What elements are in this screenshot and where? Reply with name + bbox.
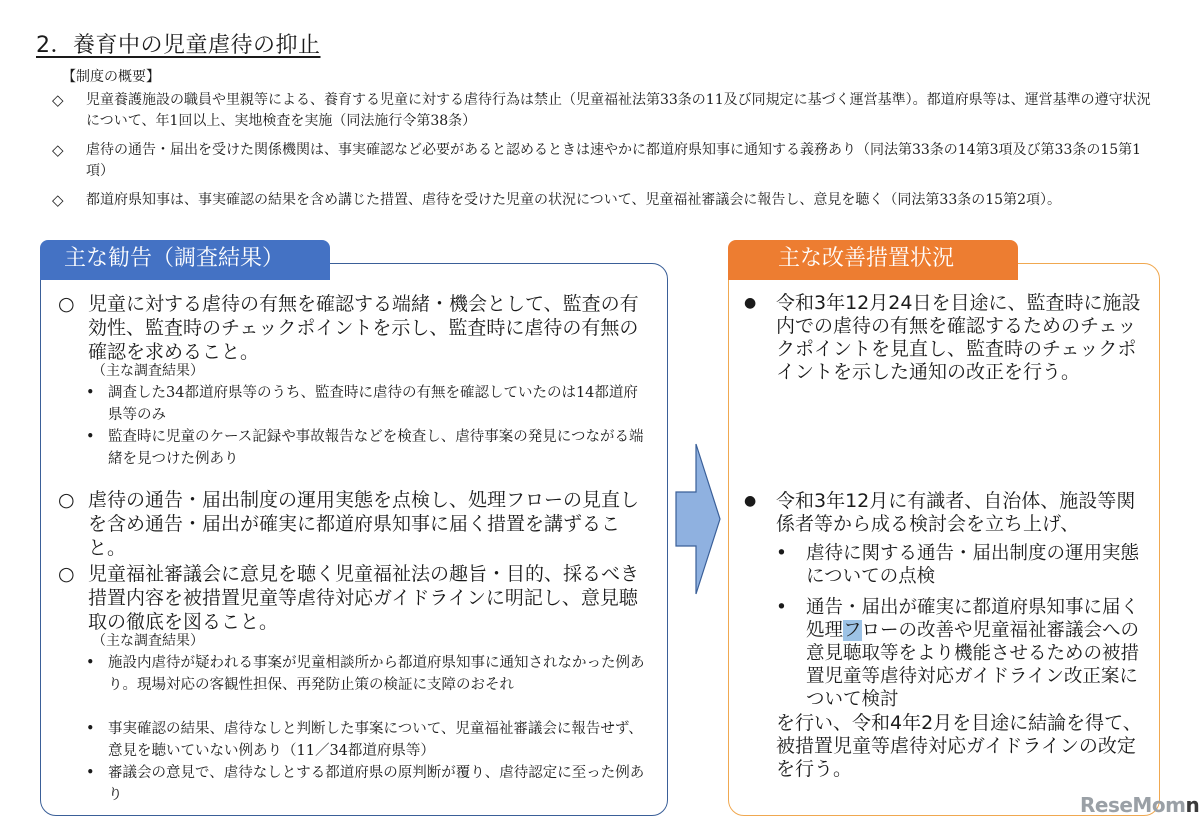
recommendation-item (58, 488, 650, 560)
improvement-sub-item (776, 542, 1152, 588)
recommendation-text: 虐待の通告・届出制度の運用実態を点検し、処理フローの見直しを含め通告・届出が確実に都道府県知事に届く措置を講ずること。 (88, 489, 640, 559)
circle-icon: ○ (58, 293, 75, 315)
circle-icon: ○ (58, 563, 75, 585)
improvement-sub-text (806, 596, 1152, 711)
circle-icon: ○ (58, 489, 75, 511)
survey-result-text: 審議会の意見で、虐待なしとする都道府県の原判断が覆り、虐待認定に至った例あり (108, 765, 645, 803)
survey-result-text: 施設内虐待が疑われる事案が児童相談所から都道府県知事に通知されなかった例あり。現場対応の客観性担保、再発防止策の検証に支障のおそれ (108, 655, 645, 693)
improvement-sub-text-part: ローの改善や児童福祉審議会への意見聴取等をより機能させるための被措置児童等虐待対応ガイドライン改正案について検討 (806, 620, 1140, 710)
recommendation-text: 児童に対する虐待の有無を確認する端緒・機会として、監査の有効性、監査時のチェックポイントを示し、監査時に虐待の有無の確認を求めること。 (88, 293, 639, 363)
survey-result-item (86, 762, 646, 806)
survey-result-text: 調査した34都道府県等のうち、監査時に虐待の有無を確認していたのは14都道府県等のみ (108, 385, 638, 423)
logo-text: n (1185, 793, 1199, 817)
recommendation-text: 児童福祉審議会に意見を聴く児童福祉法の趣旨・目的、採るべき措置内容を被措置児童等虐待対応ガイドラインに明記し、意見聴取の徹底を図ること。 (88, 563, 640, 633)
bullet-icon: • (776, 543, 787, 564)
recommendation-item (58, 292, 650, 364)
improvement-tail-text: を行い、令和4年2月を目途に結論を得て、被措置児童等虐待対応ガイドラインの改定を行う。 (776, 712, 1142, 780)
logo-text: om (1151, 793, 1186, 817)
text-cursor-highlight: フ (843, 620, 862, 641)
overview-item (52, 190, 1152, 211)
diamond-icon: ◇ (52, 191, 64, 209)
improvement-text: 令和3年12月に有識者、自治体、施設等関係者等から成る検討会を立ち上げ、 (776, 490, 1136, 535)
improvement-sub-text: 虐待に関する通告・届出制度の運用実態についての点検 (806, 543, 1140, 587)
overview-item-text: 都道府県知事は、事実確認の結果を含め講じた措置、虐待を受けた児童の状況について、児童福祉審議会に報告し、意見を聴く（同法第33条の15第2項）。 (86, 192, 1061, 208)
improvement-item (744, 490, 1150, 536)
bullet-icon: • (86, 385, 95, 401)
survey-result-item (86, 652, 646, 696)
overview-heading: 【制度の概要】 (62, 69, 160, 85)
survey-result-text: 監査時に児童のケース記録や事故報告などを検査し、虐待事案の発見につながる端緒を見つけた例あり (108, 429, 644, 467)
survey-results-heading: （主な調査結果） (92, 633, 204, 649)
resemom-logo (1080, 793, 1199, 817)
right-arrow-icon (676, 444, 720, 594)
improvement-item (744, 292, 1150, 384)
improvement-text: 令和3年12月24日を目途に、監査時に施設内での虐待の有無を確認するためのチェックポイントを見直し、監査時のチェックポイントを示した通知の改正を行う。 (776, 292, 1141, 383)
improvement-sub-item (776, 596, 1152, 711)
diamond-icon: ◇ (52, 141, 64, 159)
recommendations-tag: 主な勧告（調査結果） (40, 240, 330, 280)
page-title: 2．養育中の児童虐待の抑止 (36, 33, 321, 58)
bullet-icon: • (776, 597, 787, 618)
survey-result-item (86, 718, 646, 762)
logo-text: ReseM (1080, 793, 1152, 817)
bullet-icon: • (86, 429, 95, 445)
overview-item-text: 児童養護施設の職員や里親等による、養育する児童に対する虐待行為は禁止（児童福祉法第33条の11及び同規定に基づく運営基準）。都道府県等は、運営基準の遵守状況について、年1回以上、実地検査を実施（同法施行令第38条） (86, 92, 1151, 129)
diamond-icon: ◇ (52, 91, 64, 109)
survey-result-item (86, 382, 646, 426)
dot-icon: ● (744, 295, 757, 311)
improvement-sub-text-part: 通告・届出が確実に都道府県知事に届く処理 (806, 597, 1140, 641)
survey-result-text: 事実確認の結果、虐待なしと判断した事案について、児童福祉審議会に報告せず、意見を聴いていない例あり（11／34都道府県等） (108, 721, 643, 759)
overview-item (52, 140, 1152, 182)
overview-item (52, 90, 1152, 132)
survey-result-item (86, 426, 646, 470)
bullet-icon: • (86, 765, 95, 781)
bullet-icon: • (86, 721, 95, 737)
recommendation-item (58, 562, 650, 634)
dot-icon: ● (744, 493, 757, 509)
survey-results-heading: （主な調査結果） (92, 363, 204, 379)
overview-item-text: 虐待の通告・届出を受けた関係機関は、事実確認など必要があると認めるときは速やかに都道府県知事に通知する義務あり（同法第33条の14第3項及び第33条の15第1項） (86, 142, 1142, 179)
bullet-icon: • (86, 655, 95, 671)
improvements-tag: 主な改善措置状況 (728, 240, 1018, 280)
